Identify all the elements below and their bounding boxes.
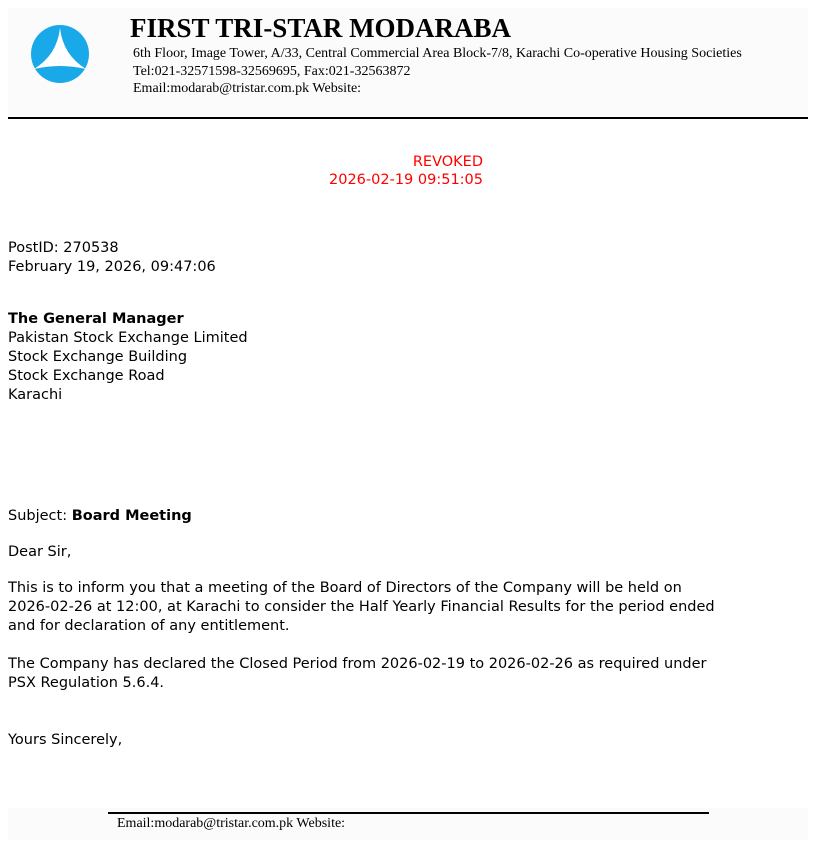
body-line: 2026-02-26 at 12:00, at Karachi to consider the Half Yearly Financial Results for the period ended bbox=[8, 599, 715, 615]
company-logo-icon bbox=[30, 25, 90, 85]
letterhead bbox=[8, 8, 808, 116]
header-divider bbox=[8, 117, 808, 119]
status-label: REVOKED bbox=[412, 154, 483, 170]
salutation: Dear Sir, bbox=[8, 544, 72, 560]
footer-divider bbox=[108, 812, 709, 814]
company-name: FIRST TRI-STAR MODARABA bbox=[130, 13, 512, 43]
subject bbox=[8, 507, 192, 526]
closing: Yours Sincerely, bbox=[8, 732, 123, 748]
post-id: PostID: 270538 bbox=[8, 240, 119, 256]
body-line: This is to inform you that a meeting of the Board of Directors of the Company will be held on bbox=[8, 580, 682, 596]
subject-value: Board Meeting bbox=[71, 508, 192, 524]
company-address: 6th Floor, Image Tower, A/33, Central Commercial Area Block-7/8, Karachi Co-operative Housing Societies bbox=[133, 46, 742, 61]
body-line: The Company has declared the Closed Period from 2026-02-19 to 2026-02-26 as required under bbox=[8, 656, 707, 672]
company-contact bbox=[133, 45, 742, 98]
body-line: and for declaration of any entitlement. bbox=[8, 618, 290, 634]
recipient-title: The General Manager bbox=[8, 311, 184, 327]
recipient-line: Karachi bbox=[8, 387, 63, 403]
recipient-line: Stock Exchange Road bbox=[8, 368, 165, 384]
company-email: Email:modarab@tristar.com.pk Website: bbox=[133, 81, 362, 96]
footer-email: Email:modarab@tristar.com.pk Website: bbox=[117, 816, 346, 831]
subject-label: Subject: bbox=[8, 508, 72, 524]
revoked-status bbox=[329, 153, 483, 189]
body-line: PSX Regulation 5.6.4. bbox=[8, 675, 165, 691]
status-timestamp: 2026-02-19 09:51:05 bbox=[329, 172, 483, 188]
recipient-line: Stock Exchange Building bbox=[8, 349, 188, 365]
recipient-line: Pakistan Stock Exchange Limited bbox=[8, 330, 248, 346]
company-phone: Tel:021-32571598-32569695, Fax:021-32563872 bbox=[133, 63, 411, 79]
post-date: February 19, 2026, 09:47:06 bbox=[8, 259, 216, 275]
